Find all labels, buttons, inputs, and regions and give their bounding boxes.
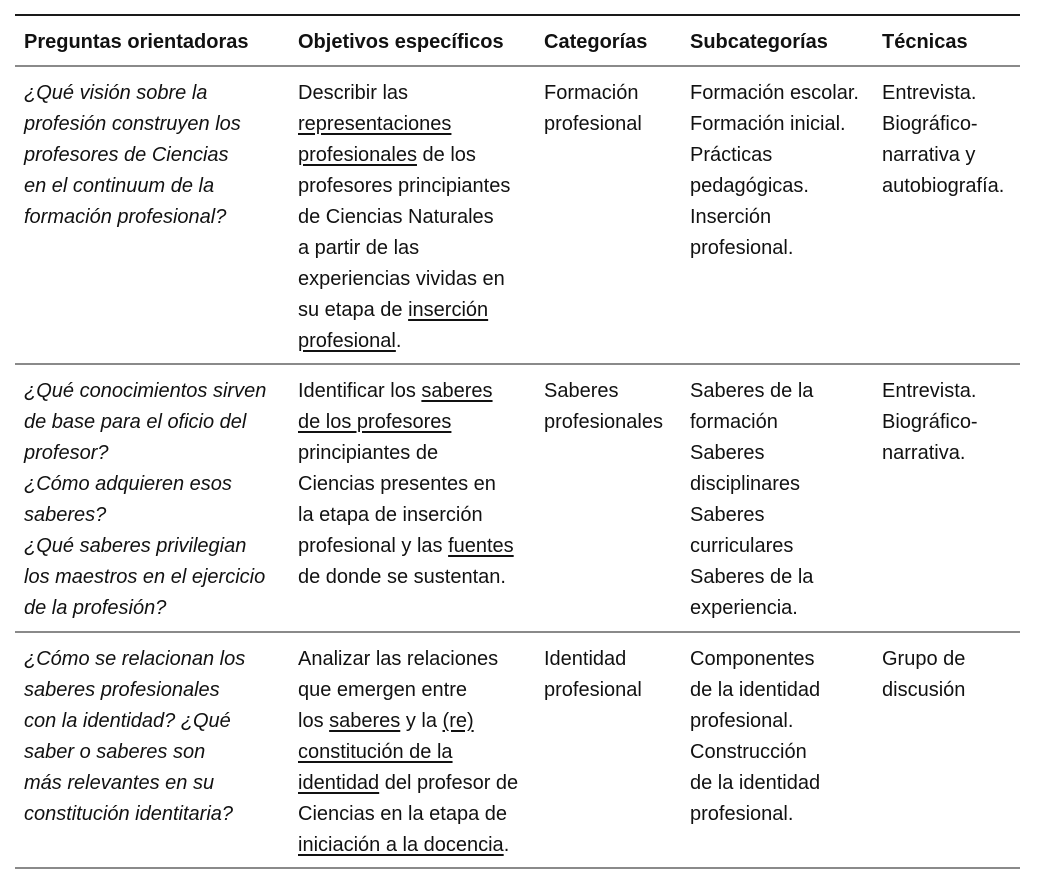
table-header-row xyxy=(15,16,1020,67)
underlined-term: identidad xyxy=(298,772,380,794)
cell-tecnicas xyxy=(873,365,1020,631)
underlined-term: (re) xyxy=(442,710,474,732)
text-line: Biográfico- xyxy=(882,411,978,433)
text-line: experiencia. xyxy=(690,597,798,619)
table-row xyxy=(15,67,1020,365)
text-line: ¿Cómo se relacionan los xyxy=(24,648,246,670)
text-line: de la identidad xyxy=(690,772,821,794)
table-row xyxy=(15,365,1020,633)
text-line: la etapa de inserción xyxy=(298,504,483,526)
text-line: Prácticas xyxy=(690,144,773,166)
text-line: Formación escolar. xyxy=(690,82,859,104)
text-line: narrativa y xyxy=(882,144,976,166)
text-line: disciplinares xyxy=(690,473,801,495)
text-line: en el continuum de la xyxy=(24,175,215,197)
text-line: Formación xyxy=(544,82,639,104)
underlined-term: profesional xyxy=(298,330,396,352)
cell-subcategorias xyxy=(681,67,873,363)
text-line: Formación inicial. xyxy=(690,113,846,135)
underlined-term: inserción xyxy=(408,299,489,321)
text-line: profesional. xyxy=(690,710,794,732)
text-line: profesional. xyxy=(690,803,794,825)
header-objetivos: Objetivos específicos xyxy=(298,30,504,53)
cell-preguntas xyxy=(15,633,289,867)
cell-preguntas xyxy=(15,67,289,363)
text-line xyxy=(298,531,535,562)
text-line: Grupo de xyxy=(882,648,966,670)
text-line: ¿Qué conocimientos sirven xyxy=(24,380,267,402)
header-tecnicas: Técnicas xyxy=(882,30,968,53)
text-fragment: del profesor de xyxy=(379,772,519,794)
cell-preguntas xyxy=(15,365,289,631)
text-line xyxy=(298,326,535,357)
cell-categorias xyxy=(535,67,681,363)
text-line: Saberes xyxy=(544,380,619,402)
text-line: Biográfico- xyxy=(882,113,978,135)
text-fragment: . xyxy=(503,834,510,856)
text-line: de la identidad xyxy=(690,679,821,701)
text-line xyxy=(298,830,535,861)
underlined-term: iniciación a la docencia xyxy=(298,834,504,856)
text-line: ¿Qué saberes privilegian xyxy=(24,535,247,557)
text-line: profesores principiantes xyxy=(298,175,511,197)
header-subcategorias: Subcategorías xyxy=(690,30,828,53)
cell-objetivos xyxy=(289,365,535,631)
underlined-term: saberes xyxy=(421,380,493,402)
text-fragment: su etapa de xyxy=(298,299,409,321)
underlined-term: representaciones xyxy=(298,113,452,135)
text-line xyxy=(298,140,535,171)
text-line: constitución identitaria? xyxy=(24,803,234,825)
text-line: principiantes de xyxy=(298,442,439,464)
underlined-term: de los profesores xyxy=(298,411,452,433)
text-line: Analizar las relaciones xyxy=(298,648,499,670)
text-line: profesional. xyxy=(690,237,794,259)
cell-objetivos xyxy=(289,633,535,867)
header-preguntas: Preguntas orientadoras xyxy=(24,30,249,53)
cell-tecnicas xyxy=(873,633,1020,867)
text-line: de la profesión? xyxy=(24,597,167,619)
cell-categorias xyxy=(535,365,681,631)
text-line xyxy=(298,407,535,438)
text-line: de Ciencias Naturales xyxy=(298,206,494,228)
text-line: con la identidad? ¿Qué xyxy=(24,710,231,732)
text-line: que emergen entre xyxy=(298,679,468,701)
text-line: Entrevista. xyxy=(882,82,977,104)
text-line: discusión xyxy=(882,679,966,701)
text-line: Ciencias en la etapa de xyxy=(298,803,508,825)
underlined-term: profesionales xyxy=(298,144,417,166)
text-line: Entrevista. xyxy=(882,380,977,402)
cell-tecnicas xyxy=(873,67,1020,363)
underlined-term: saberes xyxy=(329,710,401,732)
text-line: curriculares xyxy=(690,535,794,557)
text-fragment: . xyxy=(395,330,402,352)
text-line: ¿Cómo adquieren esos xyxy=(24,473,232,495)
text-line: profesores de Ciencias xyxy=(24,144,229,166)
text-line: Saberes xyxy=(690,504,765,526)
text-line: saberes? xyxy=(24,504,107,526)
text-line: profesor? xyxy=(24,442,109,464)
text-line: Saberes de la xyxy=(690,380,814,402)
text-line xyxy=(298,768,535,799)
text-line: saber o saberes son xyxy=(24,741,206,763)
header-categorias: Categorías xyxy=(544,30,648,53)
cell-subcategorias xyxy=(681,365,873,631)
underlined-term: fuentes xyxy=(448,535,514,557)
cell-categorias xyxy=(535,633,681,867)
text-line: de base para el oficio del xyxy=(24,411,247,433)
table-row xyxy=(15,633,1020,869)
underlined-term: constitución de la xyxy=(298,741,453,763)
text-line: Construcción xyxy=(690,741,807,763)
text-line: narrativa. xyxy=(882,442,966,464)
text-line: Saberes de la xyxy=(690,566,814,588)
text-line: profesional xyxy=(544,679,642,701)
text-line xyxy=(298,109,535,140)
text-line: profesionales xyxy=(544,411,663,433)
text-line xyxy=(298,737,535,768)
text-line: experiencias vividas en xyxy=(298,268,505,290)
text-line: formación profesional? xyxy=(24,206,227,228)
text-line: los maestros en el ejercicio xyxy=(24,566,266,588)
text-line: Ciencias presentes en xyxy=(298,473,496,495)
text-fragment: profesional y las xyxy=(298,535,449,557)
text-line: Identidad xyxy=(544,648,627,670)
text-line: Describir las xyxy=(298,82,409,104)
text-fragment: los xyxy=(298,710,330,732)
text-line xyxy=(298,295,535,326)
text-line: saberes profesionales xyxy=(24,679,220,701)
text-line: autobiografía. xyxy=(882,175,1005,197)
text-line: pedagógicas. xyxy=(690,175,809,197)
text-line xyxy=(298,706,535,737)
text-line: profesión construyen los xyxy=(24,113,241,135)
text-line: Componentes xyxy=(690,648,815,670)
cell-objetivos xyxy=(289,67,535,363)
research-design-table xyxy=(15,14,1020,869)
text-line: más relevantes en su xyxy=(24,772,215,794)
text-fragment: de los xyxy=(416,144,476,166)
text-line xyxy=(298,376,535,407)
text-line: a partir de las xyxy=(298,237,420,259)
text-line: formación xyxy=(690,411,778,433)
text-fragment: y la xyxy=(400,710,443,732)
cell-subcategorias xyxy=(681,633,873,867)
text-line: de donde se sustentan. xyxy=(298,566,506,588)
text-line: profesional xyxy=(544,113,642,135)
text-fragment: Identificar los xyxy=(298,380,422,402)
text-line: Saberes xyxy=(690,442,765,464)
text-line: Inserción xyxy=(690,206,772,228)
text-line: ¿Qué visión sobre la xyxy=(24,82,208,104)
